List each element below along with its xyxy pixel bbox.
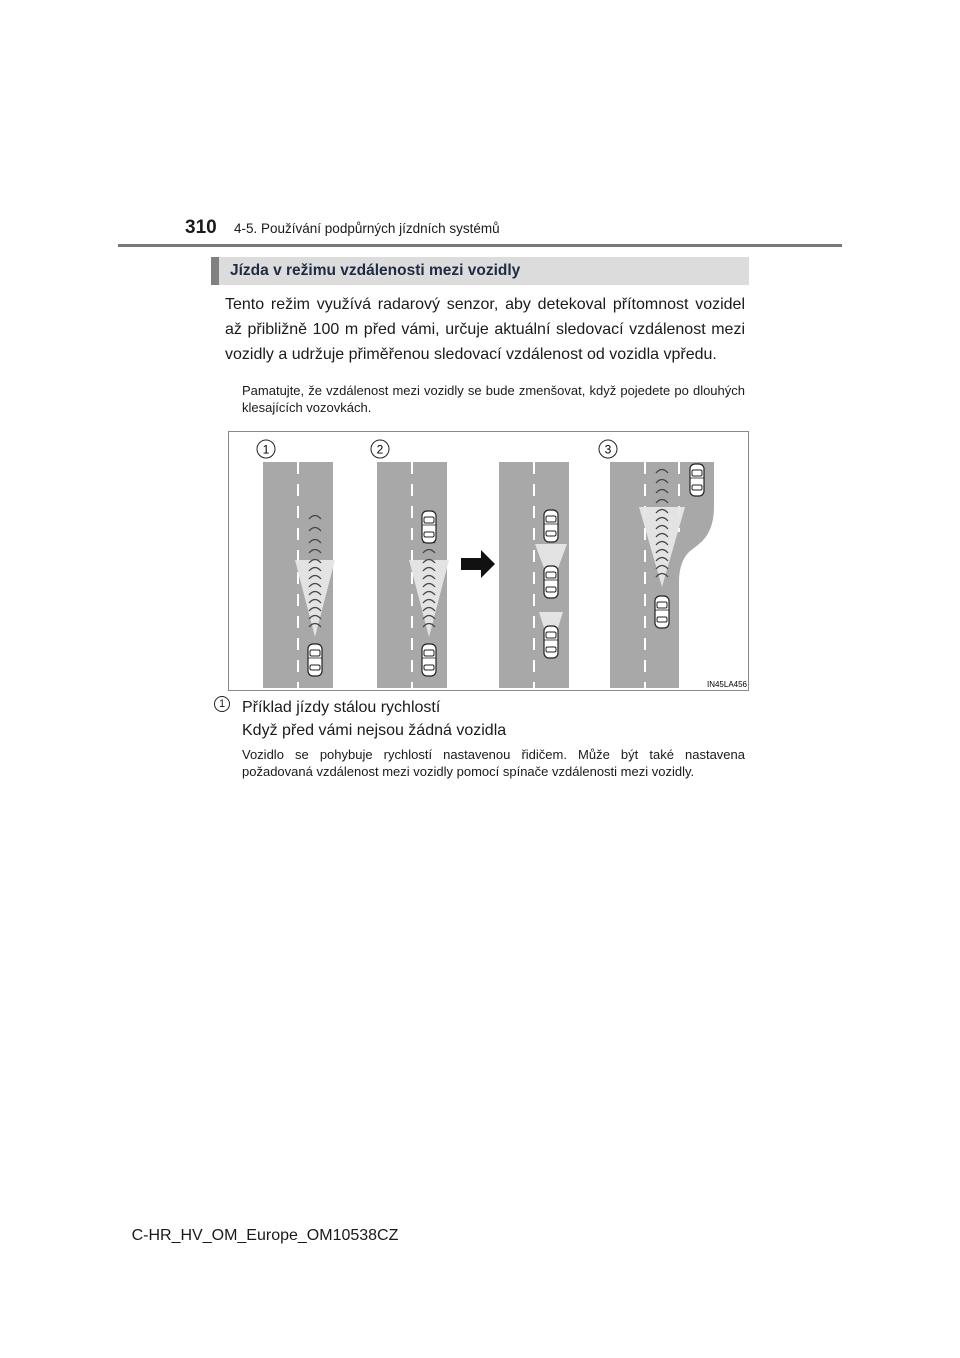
section-heading: Jízda v režimu vzdálenosti mezi vozidly	[230, 262, 521, 279]
note-paragraph: Pamatujte, že vzdálenost mezi vozidly se bude zmenšovat, když pojedete po dlouhých klesajících vozovkách.	[242, 383, 745, 415]
item-marker: 1	[214, 696, 230, 712]
illustration-drawing	[229, 432, 748, 690]
chapter-title: 4-5. Používání podpůrných jízdních systémů	[234, 221, 500, 236]
radar-illustration	[228, 431, 749, 691]
item-subtitle: Když před vámi nejsou žádná vozidla	[242, 722, 507, 739]
transition-arrow	[461, 550, 495, 578]
figure-label-2	[371, 440, 389, 458]
road-3	[499, 462, 569, 688]
figure-label-3	[599, 440, 617, 458]
intro-paragraph: Tento režim využívá radarový senzor, aby detekoval přítomnost vozidel až přibližně 100 m před vámi, určuje aktuální sledovací vzdálenost mezi vozidly a udržuje přiměřenou sledovací vzdálenost od vozidla vpředu.	[225, 296, 745, 363]
footer-doc-id: C-HR_HV_OM_Europe_OM10538CZ	[131, 1227, 399, 1244]
header-rule	[118, 244, 842, 247]
figure-code: IN45LA456	[706, 680, 747, 689]
item-title: Příklad jízdy stálou rychlostí	[242, 699, 441, 716]
road-2	[377, 462, 449, 688]
road-1	[263, 462, 335, 688]
road-4	[610, 462, 714, 688]
svg-text:1: 1	[262, 442, 270, 457]
svg-text:3: 3	[604, 442, 612, 457]
figure-label-1	[257, 440, 275, 458]
section-heading-bar	[211, 257, 749, 285]
item-body: Vozidlo se pohybuje rychlostí nastavenou řidičem. Může být také nastavena požadovaná vzdálenost mezi vozidly pomocí spínače vzdálenosti mezi vozidly.	[242, 747, 745, 779]
svg-text:2: 2	[376, 442, 384, 457]
page-number: 310	[185, 217, 217, 238]
